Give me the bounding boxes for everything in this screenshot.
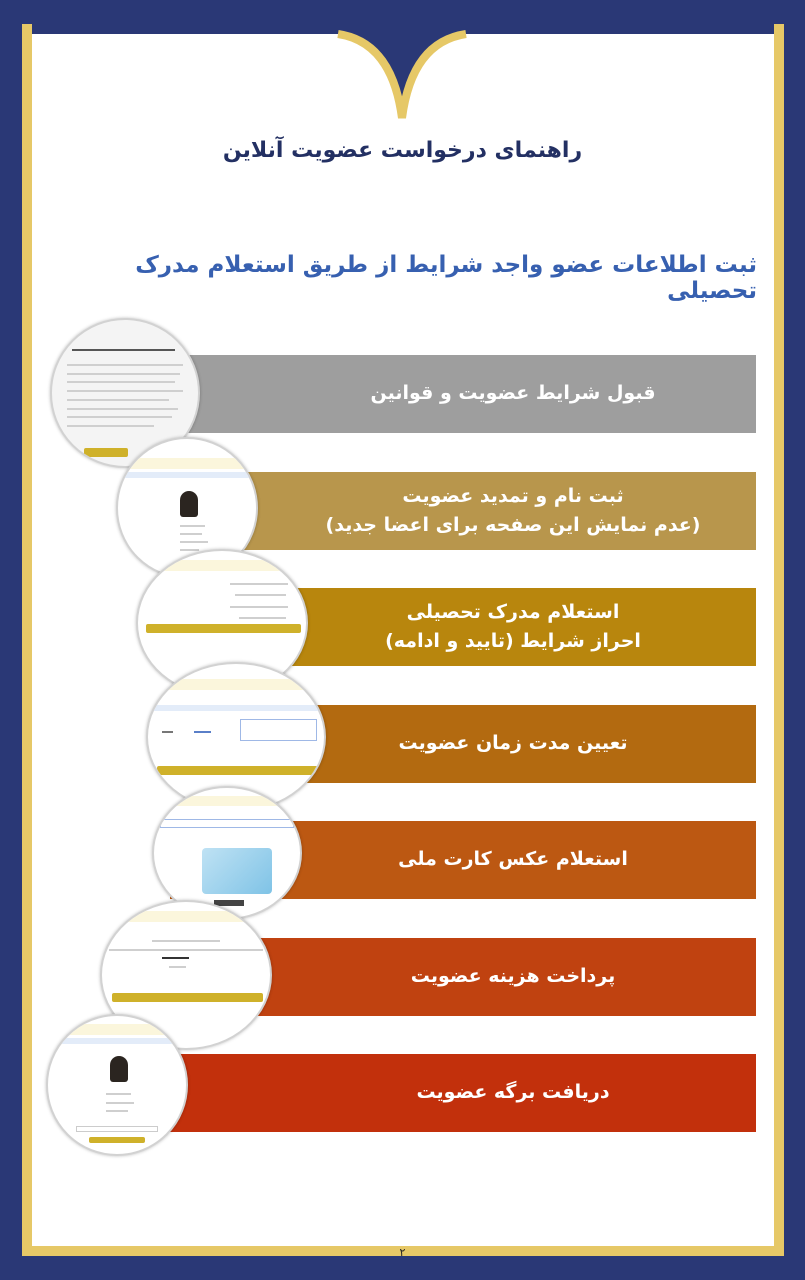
step-3-label: استعلام مدرک تحصیلی xyxy=(406,600,620,623)
step-1-label: قبول شرایط عضویت و قوانین xyxy=(370,382,656,405)
step-7-screenshot-thumbnail xyxy=(46,1014,188,1156)
section-title: ثبت اطلاعات عضو واجد شرایط از طریق استعلام مدرک تحصیلی xyxy=(135,252,757,304)
step-7-bar xyxy=(170,1054,756,1132)
step-2-sublabel: (عدم نمایش این صفحه برای اعضا جدید) xyxy=(325,514,701,536)
step-5-label: استعلام عکس کارت ملی xyxy=(398,848,628,871)
step-2-label: ثبت نام و تمدید عضویت xyxy=(402,484,624,507)
step-4-label: تعیین مدت زمان عضویت xyxy=(398,732,628,755)
page-number: ۲ xyxy=(399,1246,406,1259)
top-arch-ornament xyxy=(0,0,805,150)
step-7-label: دریافت برگه عضویت xyxy=(416,1081,610,1104)
step-3-sublabel: احراز شرایط (تایید و ادامه) xyxy=(385,630,641,652)
guide-title: راهنمای درخواست عضویت آنلاین xyxy=(222,138,583,163)
step-6-label: پرداخت هزینه عضویت xyxy=(410,965,616,988)
step-1-bar xyxy=(170,355,756,433)
